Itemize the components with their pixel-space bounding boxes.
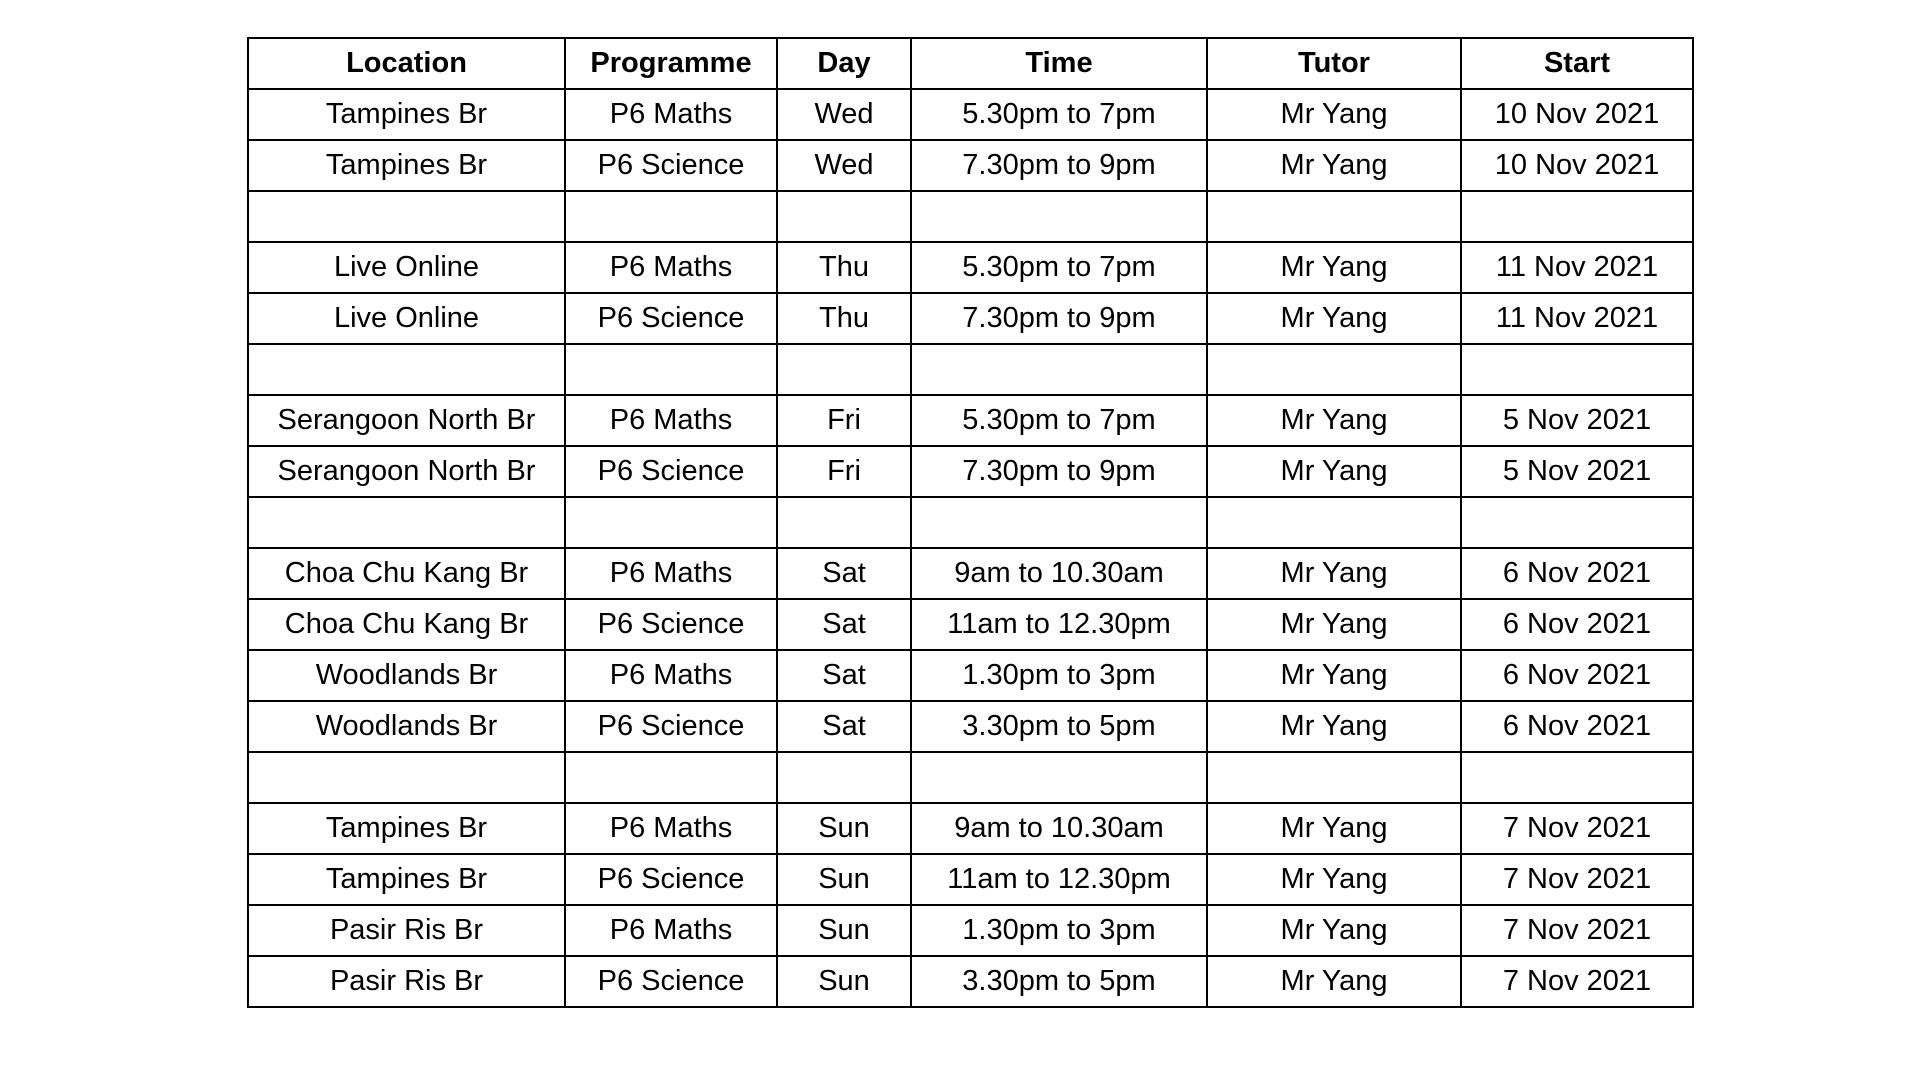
table-row [248, 905, 1693, 956]
cell-start: 7 Nov 2021 [1461, 956, 1693, 1007]
schedule-table [247, 37, 1694, 1008]
table-row [248, 242, 1693, 293]
cell-programme: P6 Science [565, 701, 777, 752]
cell-time: 1.30pm to 3pm [911, 650, 1207, 701]
cell-location: Pasir Ris Br [248, 956, 565, 1007]
cell-location [248, 497, 565, 548]
cell-tutor: Mr Yang [1207, 803, 1461, 854]
cell-start: 7 Nov 2021 [1461, 803, 1693, 854]
cell-day: Sat [777, 548, 911, 599]
cell-time [911, 344, 1207, 395]
cell-programme: P6 Maths [565, 548, 777, 599]
cell-start: 10 Nov 2021 [1461, 89, 1693, 140]
cell-day: Sat [777, 701, 911, 752]
table-row [248, 854, 1693, 905]
cell-tutor: Mr Yang [1207, 446, 1461, 497]
table-header-row [248, 38, 1693, 89]
cell-start: 11 Nov 2021 [1461, 293, 1693, 344]
cell-location: Serangoon North Br [248, 395, 565, 446]
cell-programme: P6 Science [565, 140, 777, 191]
cell-day: Sat [777, 599, 911, 650]
cell-programme: P6 Science [565, 599, 777, 650]
cell-start [1461, 752, 1693, 803]
cell-programme: P6 Science [565, 293, 777, 344]
table-spacer-row [248, 344, 1693, 395]
cell-programme: P6 Science [565, 854, 777, 905]
cell-time: 7.30pm to 9pm [911, 293, 1207, 344]
table-row [248, 599, 1693, 650]
cell-tutor: Mr Yang [1207, 395, 1461, 446]
cell-day: Sun [777, 854, 911, 905]
cell-time: 5.30pm to 7pm [911, 242, 1207, 293]
cell-time: 5.30pm to 7pm [911, 89, 1207, 140]
cell-tutor [1207, 752, 1461, 803]
cell-location [248, 752, 565, 803]
table-row [248, 140, 1693, 191]
table-row [248, 446, 1693, 497]
cell-location: Woodlands Br [248, 650, 565, 701]
cell-location: Live Online [248, 242, 565, 293]
header-location: Location [248, 38, 565, 89]
cell-tutor: Mr Yang [1207, 905, 1461, 956]
cell-day: Sun [777, 803, 911, 854]
cell-location: Live Online [248, 293, 565, 344]
cell-day [777, 752, 911, 803]
cell-programme: P6 Maths [565, 650, 777, 701]
cell-day [777, 191, 911, 242]
cell-location [248, 344, 565, 395]
cell-start [1461, 191, 1693, 242]
cell-tutor: Mr Yang [1207, 650, 1461, 701]
cell-programme: P6 Science [565, 446, 777, 497]
cell-location: Tampines Br [248, 89, 565, 140]
cell-time: 3.30pm to 5pm [911, 956, 1207, 1007]
cell-tutor: Mr Yang [1207, 140, 1461, 191]
cell-time: 9am to 10.30am [911, 803, 1207, 854]
cell-tutor [1207, 191, 1461, 242]
table-row [248, 701, 1693, 752]
cell-tutor: Mr Yang [1207, 599, 1461, 650]
cell-day [777, 497, 911, 548]
cell-day: Thu [777, 242, 911, 293]
table-row [248, 650, 1693, 701]
cell-location: Tampines Br [248, 140, 565, 191]
cell-day [777, 344, 911, 395]
cell-programme [565, 191, 777, 242]
cell-tutor: Mr Yang [1207, 956, 1461, 1007]
cell-programme: P6 Maths [565, 89, 777, 140]
cell-start: 6 Nov 2021 [1461, 701, 1693, 752]
cell-start: 7 Nov 2021 [1461, 854, 1693, 905]
cell-day: Fri [777, 395, 911, 446]
cell-time: 11am to 12.30pm [911, 854, 1207, 905]
cell-time [911, 191, 1207, 242]
cell-tutor: Mr Yang [1207, 701, 1461, 752]
cell-start [1461, 497, 1693, 548]
cell-tutor [1207, 497, 1461, 548]
schedule-table-container [247, 37, 1694, 1008]
cell-start: 6 Nov 2021 [1461, 599, 1693, 650]
cell-day: Thu [777, 293, 911, 344]
cell-start: 6 Nov 2021 [1461, 548, 1693, 599]
cell-location: Tampines Br [248, 854, 565, 905]
cell-time: 3.30pm to 5pm [911, 701, 1207, 752]
cell-start: 10 Nov 2021 [1461, 140, 1693, 191]
cell-time: 11am to 12.30pm [911, 599, 1207, 650]
cell-location: Serangoon North Br [248, 446, 565, 497]
header-programme: Programme [565, 38, 777, 89]
cell-day: Sun [777, 905, 911, 956]
cell-programme: P6 Science [565, 956, 777, 1007]
cell-programme: P6 Maths [565, 395, 777, 446]
cell-location: Choa Chu Kang Br [248, 548, 565, 599]
header-tutor: Tutor [1207, 38, 1461, 89]
table-row [248, 548, 1693, 599]
cell-day: Fri [777, 446, 911, 497]
cell-time [911, 497, 1207, 548]
cell-start: 5 Nov 2021 [1461, 446, 1693, 497]
cell-start: 5 Nov 2021 [1461, 395, 1693, 446]
table-row [248, 89, 1693, 140]
cell-location [248, 191, 565, 242]
cell-time: 7.30pm to 9pm [911, 446, 1207, 497]
header-time: Time [911, 38, 1207, 89]
cell-tutor: Mr Yang [1207, 293, 1461, 344]
table-row [248, 803, 1693, 854]
cell-programme [565, 752, 777, 803]
cell-day: Sat [777, 650, 911, 701]
cell-tutor: Mr Yang [1207, 242, 1461, 293]
cell-start [1461, 344, 1693, 395]
cell-programme [565, 344, 777, 395]
cell-tutor: Mr Yang [1207, 89, 1461, 140]
cell-location: Pasir Ris Br [248, 905, 565, 956]
table-row [248, 395, 1693, 446]
cell-tutor: Mr Yang [1207, 854, 1461, 905]
table-row [248, 293, 1693, 344]
cell-time: 7.30pm to 9pm [911, 140, 1207, 191]
cell-programme: P6 Maths [565, 242, 777, 293]
cell-day: Sun [777, 956, 911, 1007]
cell-start: 6 Nov 2021 [1461, 650, 1693, 701]
cell-programme [565, 497, 777, 548]
cell-start: 11 Nov 2021 [1461, 242, 1693, 293]
table-spacer-row [248, 752, 1693, 803]
cell-day: Wed [777, 89, 911, 140]
cell-location: Tampines Br [248, 803, 565, 854]
cell-location: Choa Chu Kang Br [248, 599, 565, 650]
table-spacer-row [248, 497, 1693, 548]
table-row [248, 956, 1693, 1007]
table-body [248, 89, 1693, 1007]
header-start: Start [1461, 38, 1693, 89]
cell-time: 1.30pm to 3pm [911, 905, 1207, 956]
cell-start: 7 Nov 2021 [1461, 905, 1693, 956]
cell-location: Woodlands Br [248, 701, 565, 752]
cell-time [911, 752, 1207, 803]
cell-time: 9am to 10.30am [911, 548, 1207, 599]
header-day: Day [777, 38, 911, 89]
cell-tutor [1207, 344, 1461, 395]
table-spacer-row [248, 191, 1693, 242]
cell-programme: P6 Maths [565, 803, 777, 854]
cell-tutor: Mr Yang [1207, 548, 1461, 599]
cell-programme: P6 Maths [565, 905, 777, 956]
cell-time: 5.30pm to 7pm [911, 395, 1207, 446]
cell-day: Wed [777, 140, 911, 191]
